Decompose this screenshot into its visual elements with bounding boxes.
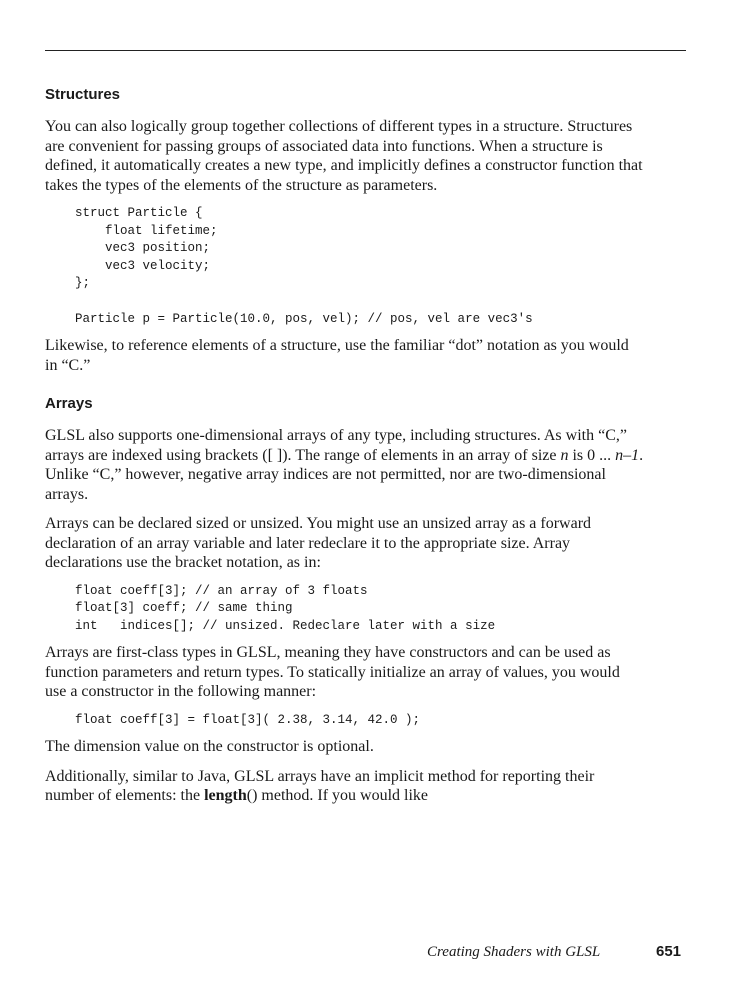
structures-paragraph-1: You can also logically group together collections of different types in a structure. Structures are convenient for passing groups of associated data into functions. When a structure is defined, it automatically creates a new type, and implicitly defines a constructor function that takes the types of the elements of the structure as parameters. bbox=[45, 118, 643, 194]
arrays-paragraph-2: Arrays can be declared sized or unsized. You might use an unsized array as a forward declaration of an array variable and later redeclare it to the appropriate size. Array declarations use the bracket notation, as in: bbox=[45, 515, 592, 571]
code-struct-constructor: Particle p = Particle(10.0, pos, vel); // pos, vel are vec3's bbox=[75, 311, 533, 326]
section-heading-arrays: Arrays bbox=[45, 395, 93, 412]
structures-paragraph-2: Likewise, to reference elements of a structure, use the familiar “dot” notation as you would in “C.” bbox=[45, 337, 629, 374]
section-heading-structures: Structures bbox=[45, 86, 121, 103]
arrays-paragraph-5: Additionally, similar to Java, GLSL arrays have an implicit method for reporting their number of elements: the length() method. If you would like bbox=[45, 767, 595, 804]
arrays-paragraph-4: The dimension value on the constructor is optional. bbox=[45, 738, 374, 755]
code-struct-definition: struct Particle { float lifetime; vec3 position; vec3 velocity; }; bbox=[75, 206, 218, 290]
page-number: 651 bbox=[656, 943, 682, 960]
arrays-paragraph-3: Arrays are first-class types in GLSL, meaning they have constructors and can be used as function parameters and return types. To statically initialize an array of values, you would use a constructor in the following manner: bbox=[45, 644, 620, 700]
arrays-paragraph-1: GLSL also supports one-dimensional arrays of any type, including structures. As with “C,” arrays are indexed using brackets ([ ]). The range of elements in an array of size n is 0 ... n–1. Unlike “C,” however, negative array indices are not permitted, nor are two-dimensional arrays. bbox=[45, 427, 644, 503]
code-array-declarations: float coeff[3]; // an array of 3 floats float[3] coeff; // same thing int indices[]; // unsized. Redeclare later with a size bbox=[75, 583, 496, 633]
page-body bbox=[45, 86, 645, 816]
header-rule bbox=[45, 50, 686, 51]
running-footer-title: Creating Shaders with GLSL bbox=[427, 944, 601, 960]
code-array-initializer: float coeff[3] = float[3]( 2.38, 3.14, 42.0 ); bbox=[75, 712, 421, 727]
